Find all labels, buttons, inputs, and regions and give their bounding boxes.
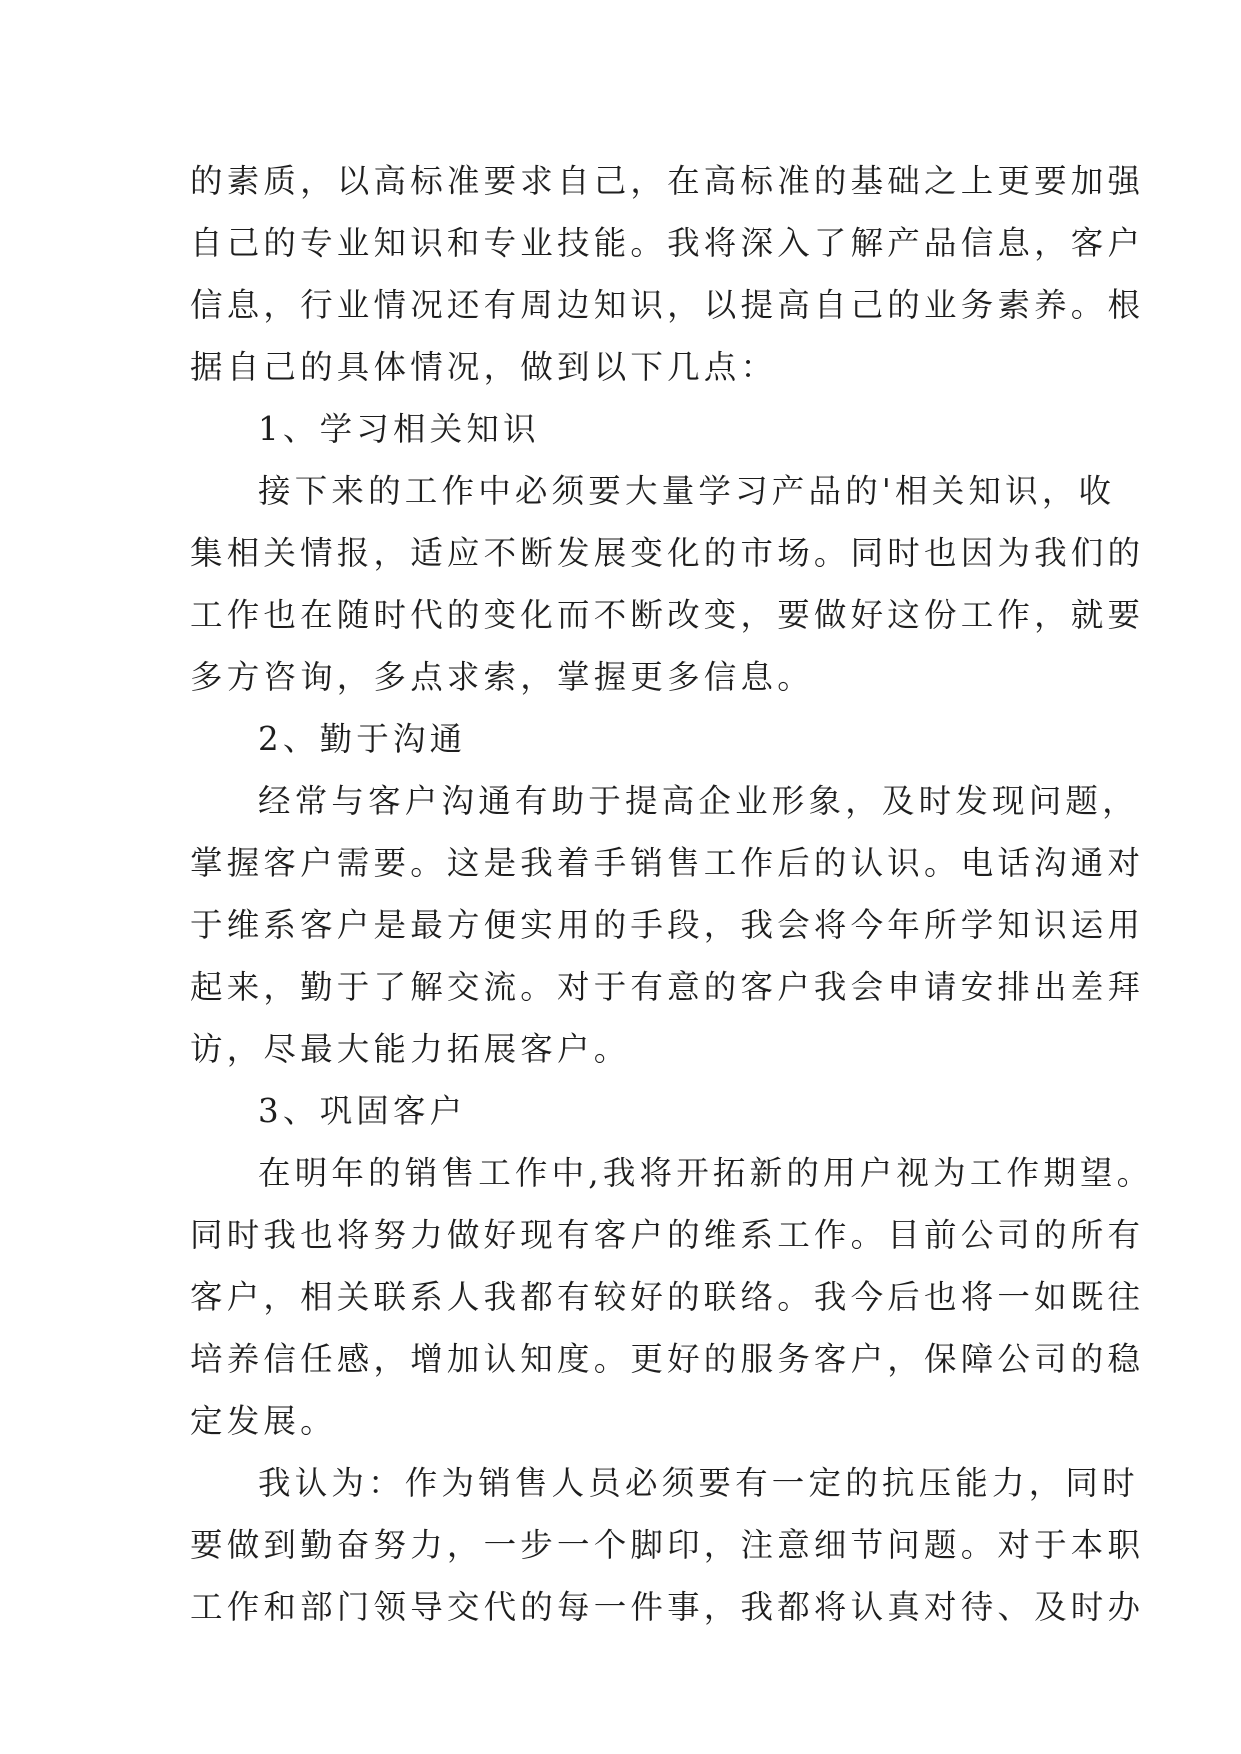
text-line: 接下来的工作中必须要大量学习产品的'相关知识，收 [258, 472, 1116, 510]
text-line: 客户，相关联系人我都有较好的联络。我今后也将一如既往 [190, 1278, 1145, 1316]
section-heading: 2、勤于沟通 [258, 720, 467, 758]
text-line: 访，尽最大能力拓展客户。 [190, 1030, 631, 1068]
text-line: 的素质，以高标准要求自己，在高标准的基础之上更要加强 [190, 162, 1145, 200]
text-line: 定发展。 [190, 1402, 337, 1440]
section-heading: 1、学习相关知识 [258, 410, 540, 448]
text-line: 经常与客户沟通有助于提高企业形象，及时发现问题， [258, 782, 1139, 820]
text-line: 我认为：作为销售人员必须要有一定的抗压能力，同时 [258, 1464, 1139, 1502]
text-line: 信息，行业情况还有周边知识，以提高自己的业务素养。根 [190, 286, 1145, 324]
document-body [190, 150, 1154, 1638]
text-line: 要做到勤奋努力，一步一个脚印，注意细节问题。对于本职 [190, 1526, 1145, 1564]
text-line: 据自己的具体情况，做到以下几点： [190, 348, 778, 386]
text-line: 培养信任感，增加认知度。更好的服务客户，保障公司的稳 [190, 1340, 1145, 1378]
text-line: 多方咨询，多点求索，掌握更多信息。 [190, 658, 814, 696]
text-line: 集相关情报，适应不断发展变化的市场。同时也因为我们的 [190, 534, 1145, 572]
text-line: 于维系客户是最方便实用的手段，我会将今年所学知识运用 [190, 906, 1145, 944]
text-line: 自己的专业知识和专业技能。我将深入了解产品信息，客户 [190, 224, 1145, 262]
text-line: 同时我也将努力做好现有客户的维系工作。目前公司的所有 [190, 1216, 1145, 1254]
text-line: 在明年的销售工作中,我将开拓新的用户视为工作期望。 [258, 1154, 1154, 1192]
section-heading: 3、巩固客户 [258, 1092, 467, 1130]
text-line: 起来，勤于了解交流。对于有意的客户我会申请安排出差拜 [190, 968, 1145, 1006]
text-line: 工作也在随时代的变化而不断改变，要做好这份工作，就要 [190, 596, 1145, 634]
text-line: 掌握客户需要。这是我着手销售工作后的认识。电话沟通对 [190, 844, 1145, 882]
text-line: 工作和部门领导交代的每一件事，我都将认真对待、及时办 [190, 1588, 1145, 1626]
